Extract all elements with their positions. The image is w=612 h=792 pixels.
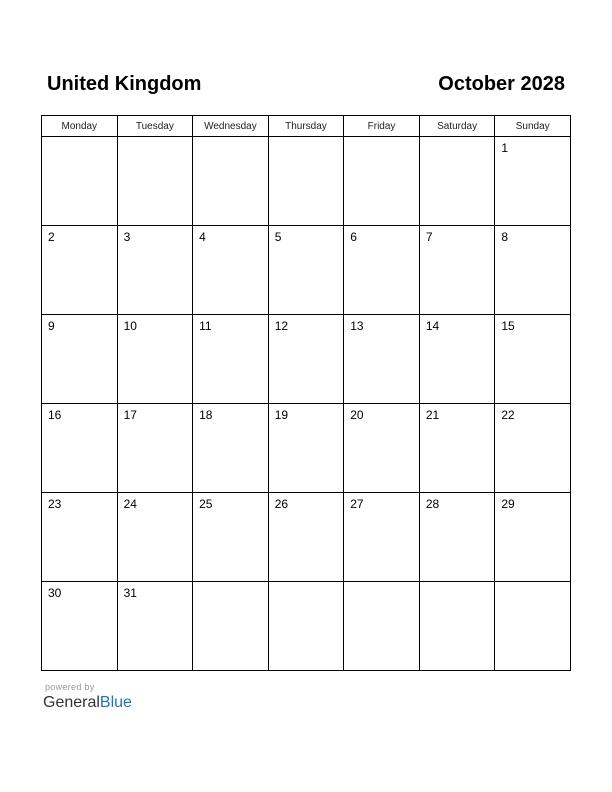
day-cell [117,137,193,226]
day-number: 26 [274,497,289,511]
day-number: 8 [501,230,509,244]
day-cell [117,315,193,404]
day-cell [193,493,269,582]
generalblue-logo [43,692,132,714]
day-number: 24 [123,497,137,511]
day-number: 20 [350,408,364,422]
day-cell [495,404,571,493]
day-cell [419,582,495,671]
weekday-header: Thursday [268,116,344,137]
day-number: 3 [123,230,131,244]
week-row [42,226,571,315]
day-number: 15 [501,319,515,333]
day-number: 1 [501,141,509,155]
day-number: 29 [501,497,515,511]
week-row [42,404,571,493]
day-number: 27 [350,497,364,511]
day-cell [495,315,571,404]
day-number [42,137,117,141]
weekday-header-row [42,116,571,137]
day-number: 18 [199,408,213,422]
day-cell [42,137,118,226]
day-number: 31 [123,586,137,600]
day-cell [193,137,269,226]
footer [43,682,132,714]
day-cell [117,404,193,493]
day-number: 7 [425,230,433,244]
week-row [42,315,571,404]
day-number: 22 [501,408,515,422]
day-number [269,137,344,141]
day-number: 12 [274,319,289,333]
day-cell [419,226,495,315]
day-cell [344,404,420,493]
day-cell [268,315,344,404]
day-number: 19 [274,408,289,422]
week-row [42,582,571,671]
powered-by-text: powered by [45,682,95,692]
day-number: 14 [425,319,440,333]
day-number: 28 [425,497,440,511]
week-row [42,493,571,582]
day-cell [268,137,344,226]
brand-blue: Blue [99,694,132,711]
day-number: 23 [48,497,62,511]
day-cell [268,404,344,493]
day-cell [117,493,193,582]
day-number: 10 [123,319,137,333]
day-number: 2 [48,230,55,244]
day-cell [419,404,495,493]
day-cell [193,582,269,671]
day-cell [42,226,118,315]
day-cell [42,404,118,493]
day-cell [193,404,269,493]
day-cell [495,137,571,226]
day-number: 4 [199,230,206,244]
day-number [344,582,419,586]
day-number [420,582,495,586]
day-cell [117,226,193,315]
day-number [344,137,419,141]
day-number: 11 [199,319,212,333]
day-cell [268,493,344,582]
day-cell [344,582,420,671]
day-number: 25 [199,497,213,511]
day-cell [344,493,420,582]
weekday-header: Friday [344,116,420,137]
day-number: 9 [48,319,55,333]
day-number: 5 [274,230,282,244]
day-cell [344,137,420,226]
day-number [118,137,193,141]
calendar-grid [41,115,571,671]
day-cell [268,582,344,671]
day-number [193,137,268,141]
weekday-header: Sunday [495,116,571,137]
day-number [420,137,495,141]
day-number: 16 [48,408,62,422]
day-cell [42,493,118,582]
day-number [495,582,570,586]
day-cell [268,226,344,315]
day-number: 21 [425,408,440,422]
weekday-header: Wednesday [193,116,269,137]
day-number: 17 [123,408,137,422]
week-row [42,137,571,226]
day-cell [419,137,495,226]
country-title: United Kingdom [47,73,202,95]
day-cell [419,315,495,404]
day-cell [193,315,269,404]
day-number: 13 [350,319,364,333]
weekday-header: Saturday [419,116,495,137]
day-cell [495,493,571,582]
day-cell [495,582,571,671]
day-number [193,582,268,586]
month-year-title: October 2028 [438,73,565,95]
brand-general: General [43,694,100,711]
day-number: 30 [48,586,62,600]
day-cell [42,582,118,671]
day-cell [495,226,571,315]
day-cell [344,315,420,404]
day-cell [117,582,193,671]
day-cell [419,493,495,582]
day-number [269,582,344,586]
weekday-header: Tuesday [117,116,193,137]
day-cell [42,315,118,404]
day-number: 6 [350,230,357,244]
weekday-header: Monday [42,116,118,137]
day-cell [193,226,269,315]
day-cell [344,226,420,315]
